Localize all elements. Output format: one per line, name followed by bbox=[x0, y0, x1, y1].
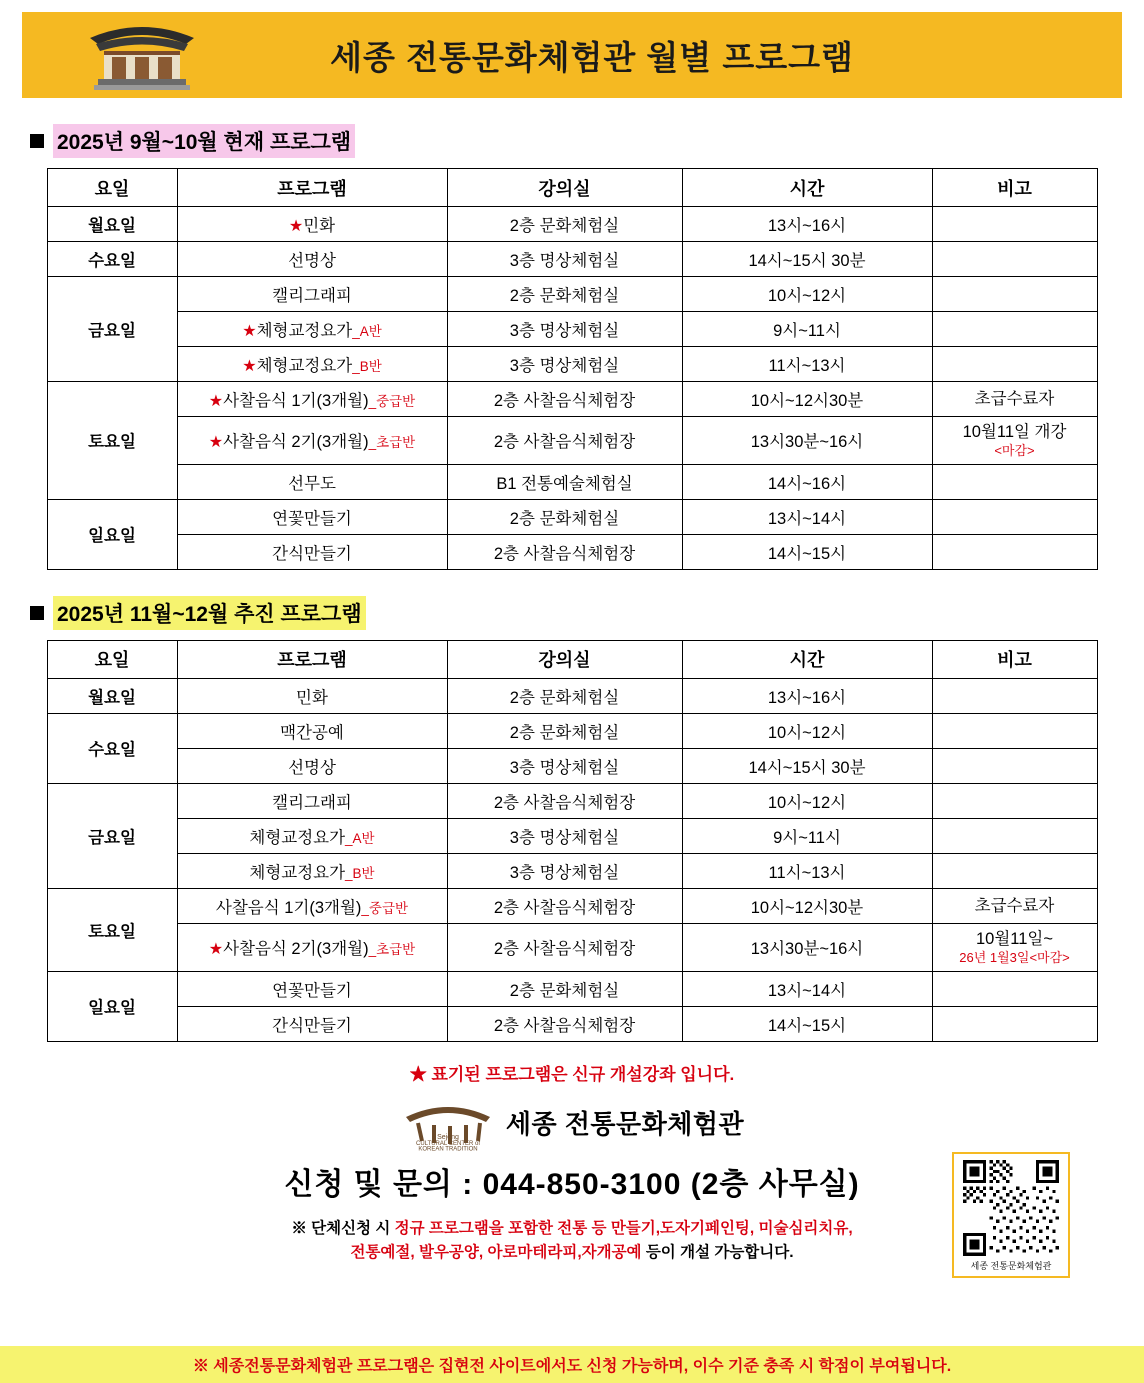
cell-program bbox=[177, 853, 447, 888]
cell-time: 14시~15시 30분 bbox=[682, 242, 932, 277]
program-name: 사찰음식 1기(3개월) bbox=[223, 392, 369, 410]
cell-program bbox=[177, 347, 447, 382]
table-row bbox=[47, 207, 1097, 242]
cell-note bbox=[932, 713, 1097, 748]
cell-program bbox=[177, 888, 447, 923]
cell-program bbox=[177, 277, 447, 312]
poster-header bbox=[22, 12, 1122, 98]
organization-logo bbox=[0, 1095, 1144, 1151]
cell-note bbox=[932, 534, 1097, 569]
program-name: 선무도 bbox=[288, 474, 336, 493]
new-course-star-icon: ★ bbox=[208, 393, 224, 410]
cell-day: 금요일 bbox=[47, 783, 177, 888]
cell-program bbox=[177, 499, 447, 534]
cell-time: 13시~16시 bbox=[682, 207, 932, 242]
new-course-star-icon: ★ bbox=[242, 323, 257, 340]
cell-program bbox=[177, 713, 447, 748]
cell-note bbox=[932, 818, 1097, 853]
program-class-level: _B반 bbox=[352, 359, 382, 374]
cell-day: 일요일 bbox=[47, 971, 177, 1041]
svg-text:CULTURAL CENTER of: CULTURAL CENTER of bbox=[415, 1140, 480, 1147]
program-name: 체형교정요가 bbox=[256, 322, 353, 340]
col-header-program: 프로그램 bbox=[177, 640, 447, 678]
cell-time: 10시~12시 bbox=[682, 277, 932, 312]
col-header-time: 시간 bbox=[682, 640, 932, 678]
cell-note bbox=[932, 499, 1097, 534]
cell-day: 토요일 bbox=[47, 888, 177, 971]
note-line-1: 초급수료자 bbox=[974, 896, 1055, 915]
cell-room: 2층 문화체험실 bbox=[447, 971, 682, 1006]
cell-note bbox=[932, 312, 1097, 347]
program-name: 캘리그래피 bbox=[272, 287, 352, 305]
cell-room: 2층 문화체험실 bbox=[447, 713, 682, 748]
table-row bbox=[47, 853, 1097, 888]
cell-note bbox=[932, 678, 1097, 713]
cell-room: 3층 명상체험실 bbox=[447, 312, 682, 347]
cell-program bbox=[177, 1006, 447, 1041]
cell-program bbox=[177, 783, 447, 818]
cell-program bbox=[177, 464, 447, 499]
new-course-star-icon: ★ bbox=[208, 434, 224, 452]
cell-time: 13시~14시 bbox=[682, 971, 932, 1006]
cell-day: 수요일 bbox=[47, 242, 177, 277]
svg-text:KOREAN TRADITION: KOREAN TRADITION bbox=[418, 1146, 478, 1151]
cell-program bbox=[177, 818, 447, 853]
table-row bbox=[47, 382, 1097, 417]
program-poster bbox=[0, 12, 1144, 1383]
note-line-1: 10월11일 개강 bbox=[962, 423, 1067, 441]
table-row bbox=[47, 713, 1097, 748]
hanok-building-icon bbox=[82, 18, 202, 94]
cell-program bbox=[177, 242, 447, 277]
cell-room: 3층 명상체험실 bbox=[447, 853, 682, 888]
cell-program bbox=[177, 417, 447, 465]
section-heading-current bbox=[30, 124, 1144, 158]
table-row bbox=[47, 678, 1097, 713]
cell-room: 2층 사찰음식체험장 bbox=[447, 382, 682, 417]
cell-room: 2층 문화체험실 bbox=[447, 499, 682, 534]
program-class-level: _A반 bbox=[345, 830, 375, 846]
cell-time: 13시~14시 bbox=[682, 499, 932, 534]
cell-time: 10시~12시 bbox=[682, 783, 932, 818]
cell-day: 월요일 bbox=[47, 207, 177, 242]
cell-note bbox=[932, 382, 1097, 417]
notice-line2-red: 전통예절, 발우공양, 아로마테라피,자개공예 bbox=[350, 1243, 642, 1261]
table-row bbox=[47, 971, 1097, 1006]
program-class-level: _중급반 bbox=[361, 900, 409, 916]
contact-info: 신청 및 문의 : 044-850-3100 (2층 사무실) bbox=[284, 1167, 860, 1201]
notice-line1-red: 정규 프로그램을 포함한 전통 등 만들기,도자기페인팅, 미술심리치유, bbox=[394, 1219, 853, 1237]
cell-time: 10시~12시 bbox=[682, 713, 932, 748]
cell-room: 2층 문화체험실 bbox=[447, 277, 682, 312]
qr-code-icon[interactable] bbox=[963, 1160, 1059, 1256]
cell-note bbox=[932, 888, 1097, 923]
cell-day: 금요일 bbox=[47, 277, 177, 382]
col-header-day: 요일 bbox=[47, 640, 177, 678]
cell-program bbox=[177, 748, 447, 783]
program-name: 사찰음식 1기(3개월) bbox=[215, 898, 362, 917]
cell-time: 10시~12시30분 bbox=[682, 888, 932, 923]
schedule-table-current bbox=[47, 168, 1098, 570]
bottom-notice-bar bbox=[0, 1346, 1144, 1383]
cell-room: 2층 사찰음식체험장 bbox=[447, 783, 682, 818]
program-name: 사찰음식 2기(3개월) bbox=[223, 940, 369, 959]
program-name: 간식만들기 bbox=[272, 544, 352, 563]
new-course-note: ★ 표기된 프로그램은 신규 개설강좌 입니다. bbox=[409, 1064, 735, 1084]
cell-day: 수요일 bbox=[47, 713, 177, 783]
col-header-room: 강의실 bbox=[447, 169, 682, 207]
col-header-room: 강의실 bbox=[447, 640, 682, 678]
cell-note bbox=[932, 277, 1097, 312]
cell-program bbox=[177, 382, 447, 417]
program-name: 체형교정요가 bbox=[256, 357, 353, 375]
cell-day: 월요일 bbox=[47, 678, 177, 713]
col-header-note: 비고 bbox=[932, 169, 1097, 207]
cell-time: 14시~15시 30분 bbox=[682, 748, 932, 783]
program-class-level: _초급반 bbox=[368, 435, 416, 451]
table-row bbox=[47, 347, 1097, 382]
section-1-title: 2025년 9월~10월 현재 프로그램 bbox=[53, 124, 355, 158]
cell-room: 2층 문화체험실 bbox=[447, 678, 682, 713]
note-line-1: 10월11일~ bbox=[976, 929, 1053, 948]
cell-day: 토요일 bbox=[47, 382, 177, 500]
cell-note bbox=[932, 207, 1097, 242]
cell-day: 일요일 bbox=[47, 499, 177, 569]
program-name: 체형교정요가 bbox=[249, 828, 346, 847]
cell-program bbox=[177, 678, 447, 713]
cell-note bbox=[932, 971, 1097, 1006]
program-name: 선명상 bbox=[288, 252, 336, 270]
program-class-level: _A반 bbox=[352, 324, 382, 339]
table-row bbox=[47, 1006, 1097, 1041]
program-class-level: _중급반 bbox=[368, 394, 416, 409]
program-name: 체형교정요가 bbox=[249, 863, 346, 882]
notice-line1-prefix: ※ 단체신청 시 bbox=[291, 1219, 395, 1237]
col-header-program: 프로그램 bbox=[177, 169, 447, 207]
program-class-level: _B반 bbox=[345, 865, 375, 881]
cell-program bbox=[177, 312, 447, 347]
cell-room: 2층 사찰음식체험장 bbox=[447, 888, 682, 923]
table-row bbox=[47, 277, 1097, 312]
section-heading-upcoming bbox=[30, 596, 1144, 630]
cell-room: 2층 문화체험실 bbox=[447, 207, 682, 242]
program-name: 사찰음식 2기(3개월) bbox=[223, 433, 369, 452]
table-header-row bbox=[47, 640, 1097, 678]
cell-time: 13시30분~16시 bbox=[682, 923, 932, 971]
table-row bbox=[47, 464, 1097, 499]
notice-line2-suffix: 등이 개설 가능합니다. bbox=[641, 1243, 794, 1261]
cell-room: 3층 명상체험실 bbox=[447, 748, 682, 783]
cell-time: 14시~15시 bbox=[682, 534, 932, 569]
qr-code-block[interactable] bbox=[952, 1152, 1070, 1278]
table-row bbox=[47, 818, 1097, 853]
table-row bbox=[47, 499, 1097, 534]
table-row bbox=[47, 923, 1097, 971]
cell-program bbox=[177, 971, 447, 1006]
cell-room: 2층 사찰음식체험장 bbox=[447, 417, 682, 465]
cell-room: B1 전통예술체험실 bbox=[447, 464, 682, 499]
table-row bbox=[47, 888, 1097, 923]
note-line-2: 26년 1월3일<마감> bbox=[959, 949, 1070, 965]
cell-time: 9시~11시 bbox=[682, 312, 932, 347]
col-header-note: 비고 bbox=[932, 640, 1097, 678]
new-course-star-icon: ★ bbox=[208, 941, 224, 959]
new-course-star-icon: ★ bbox=[242, 358, 257, 375]
cell-program bbox=[177, 923, 447, 971]
note-line-2: <마감> bbox=[994, 442, 1035, 458]
program-name: 간식만들기 bbox=[272, 1016, 352, 1035]
cell-time: 9시~11시 bbox=[682, 818, 932, 853]
cell-note bbox=[932, 242, 1097, 277]
table-row bbox=[47, 312, 1097, 347]
program-name: 민화 bbox=[303, 217, 336, 235]
col-header-day: 요일 bbox=[47, 169, 177, 207]
bullet-square-icon bbox=[30, 134, 44, 148]
center-logo-icon bbox=[400, 1095, 496, 1151]
table-header-row bbox=[47, 169, 1097, 207]
cell-time: 13시~16시 bbox=[682, 678, 932, 713]
new-course-star-icon: ★ bbox=[288, 218, 304, 235]
program-name: 맥간공예 bbox=[280, 723, 344, 742]
cell-note bbox=[932, 417, 1097, 465]
cell-note bbox=[932, 748, 1097, 783]
program-name: 연꽃만들기 bbox=[272, 981, 352, 1000]
page-title: 세종 전통문화체험관 월별 프로그램 bbox=[330, 38, 854, 76]
note-line-1: 초급수료자 bbox=[974, 389, 1055, 408]
program-class-level: _초급반 bbox=[368, 942, 416, 958]
cell-room: 3층 명상체험실 bbox=[447, 242, 682, 277]
cell-note bbox=[932, 783, 1097, 818]
table-row bbox=[47, 748, 1097, 783]
table-row bbox=[47, 242, 1097, 277]
cell-note bbox=[932, 1006, 1097, 1041]
table-row bbox=[47, 417, 1097, 465]
cell-time: 14시~15시 bbox=[682, 1006, 932, 1041]
cell-note bbox=[932, 464, 1097, 499]
cell-note bbox=[932, 853, 1097, 888]
section-2-title: 2025년 11월~12월 추진 프로그램 bbox=[53, 596, 366, 630]
bullet-square-icon bbox=[30, 606, 44, 620]
cell-program bbox=[177, 534, 447, 569]
organization-name: 세종 전통문화체험관 bbox=[505, 1109, 745, 1140]
schedule-table-upcoming bbox=[47, 640, 1098, 1042]
cell-room: 2층 사찰음식체험장 bbox=[447, 923, 682, 971]
cell-time: 14시~16시 bbox=[682, 464, 932, 499]
program-name: 연꽃만들기 bbox=[272, 509, 352, 528]
qr-caption: 세종 전통문화체험관 bbox=[970, 1261, 1052, 1271]
program-name: 민화 bbox=[296, 688, 328, 707]
cell-note bbox=[932, 347, 1097, 382]
program-name: 캘리그래피 bbox=[272, 793, 352, 812]
cell-room: 3층 명상체험실 bbox=[447, 818, 682, 853]
cell-time: 11시~13시 bbox=[682, 853, 932, 888]
cell-program bbox=[177, 207, 447, 242]
table-row bbox=[47, 534, 1097, 569]
program-name: 선명상 bbox=[288, 758, 336, 777]
cell-room: 2층 사찰음식체험장 bbox=[447, 534, 682, 569]
cell-time: 11시~13시 bbox=[682, 347, 932, 382]
col-header-time: 시간 bbox=[682, 169, 932, 207]
table-row bbox=[47, 783, 1097, 818]
cell-note bbox=[932, 923, 1097, 971]
cell-room: 3층 명상체험실 bbox=[447, 347, 682, 382]
cell-time: 13시30분~16시 bbox=[682, 417, 932, 465]
cell-room: 2층 사찰음식체험장 bbox=[447, 1006, 682, 1041]
bottom-notice-text: ※ 세종전통문화체험관 프로그램은 집현전 사이트에서도 신청 가능하며, 이수 기준 충족 시 학점이 부여됩니다. bbox=[192, 1358, 952, 1375]
svg-text:Sejong: Sejong bbox=[436, 1133, 459, 1141]
cell-time: 10시~12시30분 bbox=[682, 382, 932, 417]
